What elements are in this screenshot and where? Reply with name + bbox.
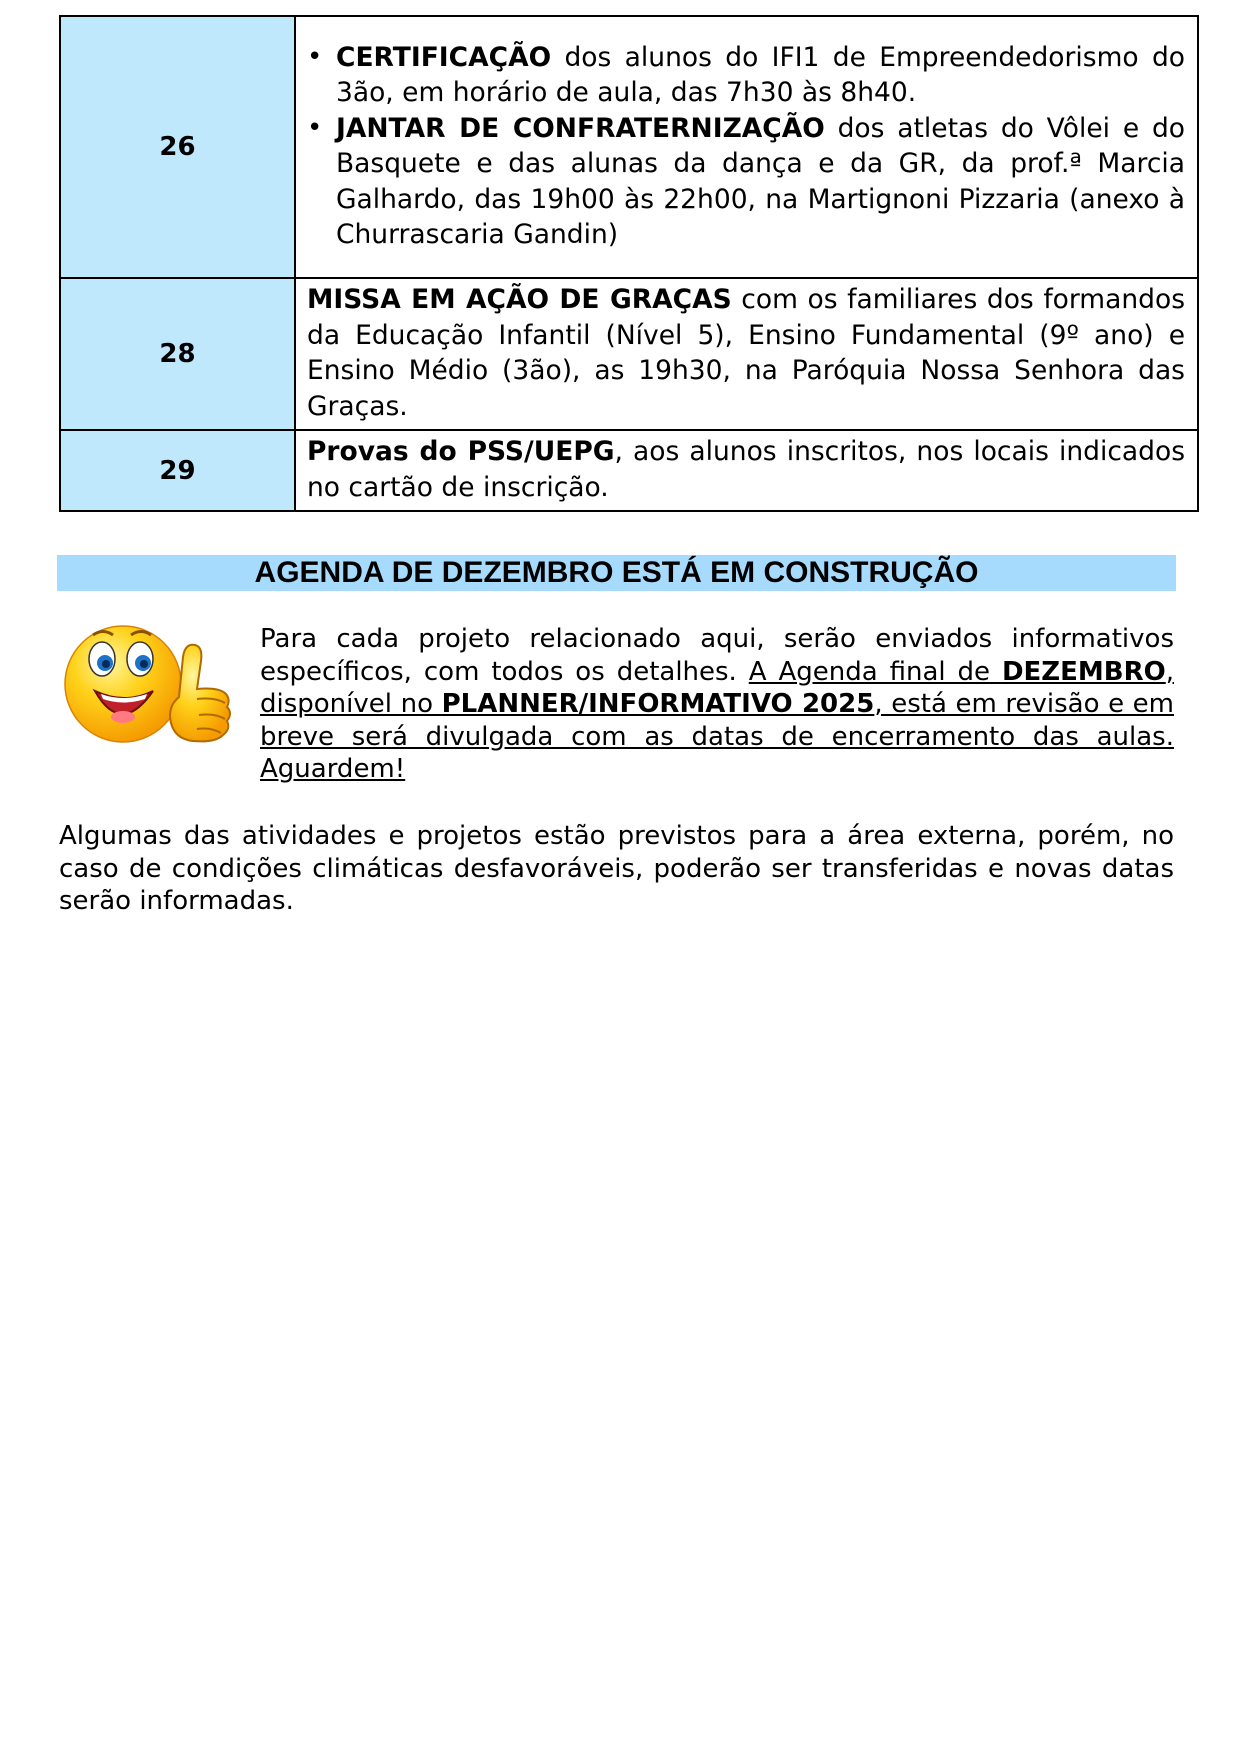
- day-cell: 28: [60, 278, 295, 430]
- event-text: , aos alunos inscritos, nos locais indicados no cartão de inscrição.: [307, 436, 1185, 503]
- notice-text: , está em revisão e em breve será divulgada com as datas de encerramento das aulas. Aguardem!: [260, 689, 1174, 784]
- notice-highlight: PLANNER/INFORMATIVO 2025: [441, 689, 875, 719]
- list-item: [336, 111, 1185, 253]
- notice-highlight: DEZEMBRO: [1001, 656, 1166, 687]
- event-text: dos atletas do Vôlei e do Basquete e das alunas da dança e da GR, da prof.ª Marcia Galhardo, das 19h00 às 22h00, na Martignoni Pizzaria (anexo à Churrascaria Gandin): [336, 112, 1185, 250]
- notice-intro: Para cada projeto relacionado aqui, serão enviados informativos específicos, com todos os detalhes.: [260, 624, 1174, 687]
- smiley-thumbs-up-icon: [59, 615, 244, 753]
- day-cell: 26: [60, 16, 295, 278]
- day-cell: 29: [60, 430, 295, 511]
- list-item: [336, 40, 1185, 111]
- event-list: [307, 40, 1185, 253]
- description-cell: [295, 278, 1198, 430]
- notice-paragraph: [260, 623, 1174, 786]
- table-row: [60, 278, 1198, 430]
- footer-paragraph: Algumas das atividades e projetos estão previstos para a área externa, porém, no caso de condições climáticas desfavoráveis, poderão ser transferidas e novas datas serão informadas.: [59, 821, 1174, 916]
- agenda-table: [59, 15, 1199, 512]
- notice-text: , disponível no: [260, 656, 1174, 719]
- notice-text: A Agenda final de: [748, 656, 1002, 687]
- section-banner: AGENDA DE DEZEMBRO ESTÁ EM CONSTRUÇÃO: [57, 555, 1176, 591]
- description-cell: [295, 16, 1198, 278]
- description-cell: [295, 430, 1198, 511]
- event-title: MISSA EM AÇÃO DE GRAÇAS: [307, 284, 732, 315]
- event-text: com os familiares dos formandos da Educação Infantil (Nível 5), Ensino Fundamental (9º ano) e Ensino Médio (3ão), as 19h30, na Paróquia Nossa Senhora das Graças.: [307, 284, 1185, 422]
- table-row: [60, 16, 1198, 278]
- event-title: Provas do PSS/UEPG: [307, 436, 615, 467]
- event-title: JANTAR DE CONFRATERNIZAÇÃO: [336, 112, 825, 144]
- table-row: [60, 430, 1198, 511]
- event-title: CERTIFICAÇÃO: [336, 41, 552, 73]
- event-text: dos alunos do IFI1 de Empreendedorismo do 3ão, em horário de aula, das 7h30 às 8h40.: [336, 41, 1185, 108]
